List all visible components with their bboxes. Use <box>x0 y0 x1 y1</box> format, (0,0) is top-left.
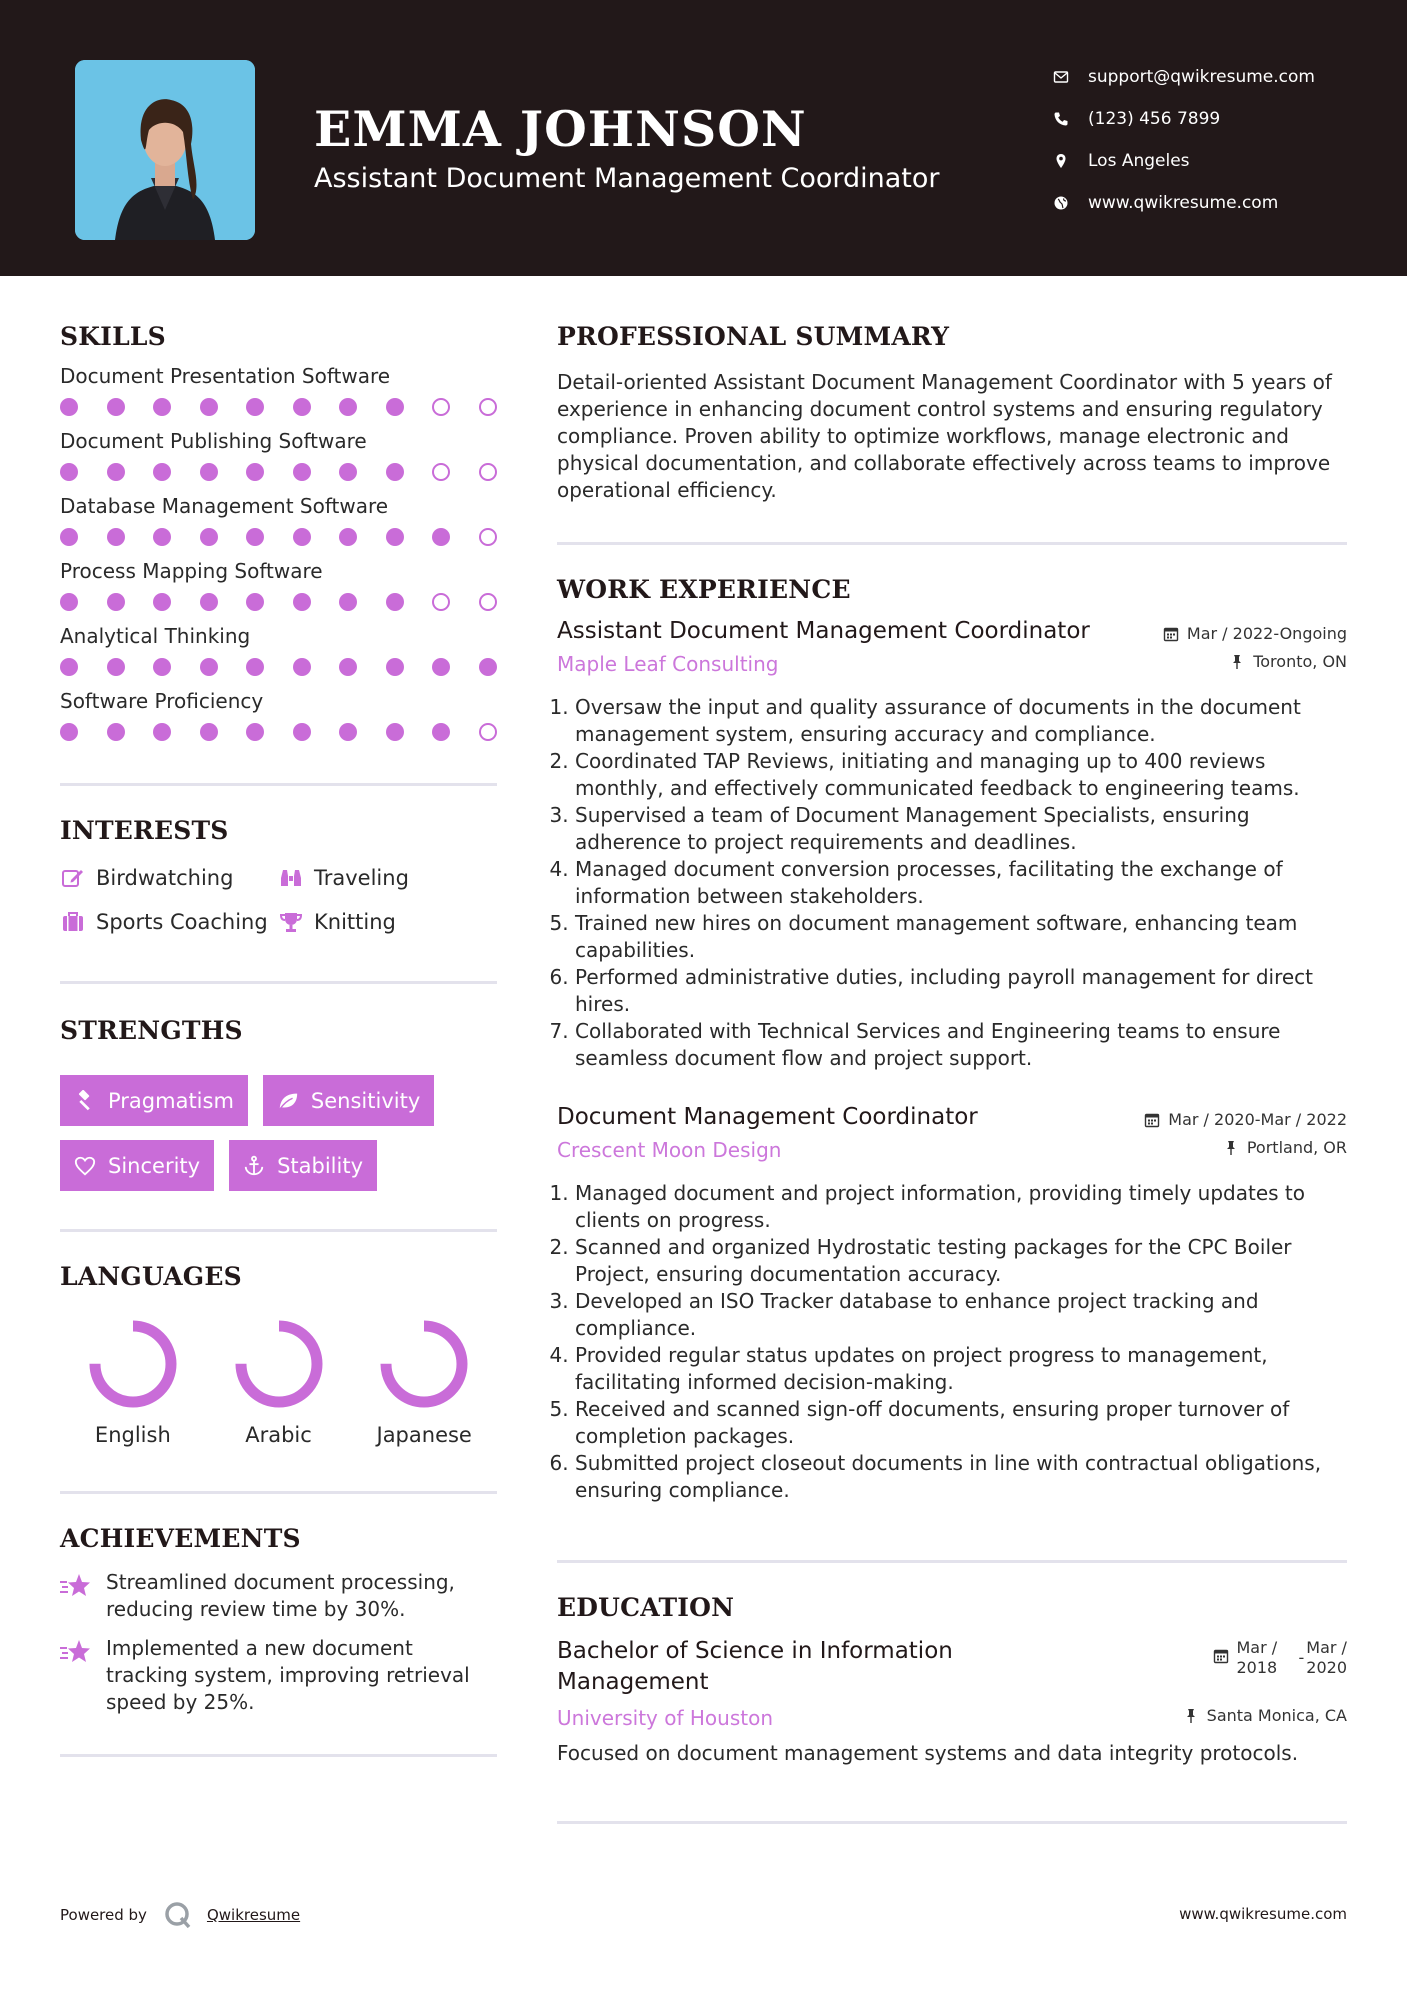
skill-dot-filled <box>153 398 171 416</box>
skill-dot-filled <box>153 658 171 676</box>
job-entry <box>557 618 1347 1072</box>
skill-dot-filled <box>293 658 311 676</box>
job-bullet: 4. Provided regular status updates on project progress to management, facilitating informed decision-making. <box>575 1342 1347 1396</box>
skill-dot-filled <box>386 723 404 741</box>
skill-dot-filled <box>339 528 357 546</box>
skill-dot-filled <box>293 398 311 416</box>
contact-location-text: Los Angeles <box>1088 151 1190 171</box>
profile-photo <box>75 60 255 240</box>
briefcase-icon <box>60 909 86 935</box>
education-start-year: 2018 <box>1236 1658 1278 1677</box>
section-divider <box>557 1821 1347 1824</box>
contact-website[interactable] <box>1050 182 1315 224</box>
skill-item <box>60 364 497 416</box>
skill-dot-filled <box>246 528 264 546</box>
footer-website[interactable]: www.qwikresume.com <box>1179 1905 1347 1923</box>
interest-label: Birdwatching <box>96 866 234 890</box>
skill-item <box>60 624 497 676</box>
contact-website-text: www.qwikresume.com <box>1088 193 1279 213</box>
languages-title: LANGUAGES <box>60 1262 242 1291</box>
skill-dot-filled <box>386 658 404 676</box>
education-title: EDUCATION <box>557 1593 735 1622</box>
skill-rating <box>60 723 497 741</box>
leaf-icon <box>277 1090 299 1112</box>
skill-dot-filled <box>107 463 125 481</box>
job-header <box>557 618 1347 644</box>
skill-dot-filled <box>107 528 125 546</box>
education-location-text: Santa Monica, CA <box>1206 1706 1347 1725</box>
skill-name: Process Mapping Software <box>60 559 323 583</box>
skill-dot-filled <box>479 658 497 676</box>
skill-rating <box>60 658 497 676</box>
skill-dot-filled <box>107 398 125 416</box>
skill-dot-filled <box>339 723 357 741</box>
strength-tag <box>229 1140 377 1191</box>
envelope-icon <box>1050 66 1072 88</box>
skill-dot-filled <box>60 398 78 416</box>
skill-rating <box>60 528 497 546</box>
job-bullet: 6. Performed administrative duties, including payroll management for direct hires. <box>575 964 1347 1018</box>
binoculars-icon <box>278 865 304 891</box>
skill-dot-filled <box>153 723 171 741</box>
interest-label: Traveling <box>314 866 409 890</box>
strength-tag <box>60 1140 214 1191</box>
school-name: University of Houston <box>557 1706 774 1730</box>
job-entry <box>557 1104 1347 1504</box>
education-subheader <box>557 1706 1347 1730</box>
skill-dot-filled <box>200 398 218 416</box>
skill-item <box>60 494 497 546</box>
resume-header <box>0 0 1407 276</box>
skill-rating <box>60 398 497 416</box>
section-divider <box>557 542 1347 545</box>
achievement-text: Streamlined document processing, reducing review time by 30%. <box>106 1570 455 1621</box>
qwikresume-link[interactable]: Qwikresume <box>206 1906 301 1924</box>
skill-dot-empty <box>479 463 497 481</box>
skill-dot-filled <box>293 528 311 546</box>
education-end <box>1306 1638 1347 1678</box>
job-bullet: 2. Coordinated TAP Reviews, initiating and managing up to 400 reviews monthly, and effectively communicated feedback to engineering teams. <box>575 748 1347 802</box>
skill-dot-filled <box>339 463 357 481</box>
skill-item <box>60 429 497 481</box>
language-gauge-arc <box>241 1326 317 1402</box>
job-dates-text: Mar / 2020-Mar / 2022 <box>1168 1110 1347 1129</box>
summary-section <box>557 322 1347 504</box>
section-divider <box>60 783 497 786</box>
star-badge-icon <box>60 1637 92 1667</box>
footer-powered-by <box>60 1900 300 1930</box>
summary-title: PROFESSIONAL SUMMARY <box>557 322 950 351</box>
skills-title: SKILLS <box>60 322 166 351</box>
achievement-text: Implemented a new document tracking system, improving retrieval speed by 25%. <box>106 1636 470 1714</box>
achievements-title: ACHIEVEMENTS <box>60 1524 301 1553</box>
skill-dot-empty <box>479 593 497 611</box>
language-gauge-arc <box>95 1326 171 1402</box>
skill-dot-filled <box>200 723 218 741</box>
job-location-text: Toronto, ON <box>1253 652 1347 671</box>
calendar-icon <box>1144 1112 1160 1128</box>
skill-dot-filled <box>107 658 125 676</box>
job-title: Document Management Coordinator <box>557 1104 978 1130</box>
skill-item <box>60 689 497 741</box>
skill-dot-filled <box>107 723 125 741</box>
interest-item <box>278 865 498 891</box>
globe-icon <box>1050 192 1072 214</box>
job-dates <box>1144 1110 1347 1129</box>
experience-section <box>557 575 1347 1504</box>
calendar-icon <box>1213 1648 1229 1664</box>
skill-dot-filled <box>153 528 171 546</box>
job-bullets <box>557 1180 1347 1504</box>
strengths-title: STRENGTHS <box>60 1016 243 1045</box>
skill-dot-filled <box>432 658 450 676</box>
skill-item <box>60 559 497 611</box>
skill-dot-filled <box>386 593 404 611</box>
language-label: English <box>94 1423 171 1447</box>
skill-rating <box>60 463 497 481</box>
skill-name: Document Publishing Software <box>60 429 367 453</box>
section-divider <box>557 1560 1347 1563</box>
strength-tag <box>263 1075 434 1126</box>
skill-name: Document Presentation Software <box>60 364 391 388</box>
language-label: Japanese <box>376 1423 472 1447</box>
interest-item <box>60 865 278 891</box>
skill-dot-filled <box>107 593 125 611</box>
right-column <box>557 322 1347 1824</box>
pin-icon <box>1183 1708 1199 1724</box>
skill-dot-filled <box>293 463 311 481</box>
skill-name: Software Proficiency <box>60 689 264 713</box>
contact-phone[interactable] <box>1050 98 1315 140</box>
powered-by-text: Powered by <box>60 1906 147 1924</box>
skill-dot-filled <box>246 593 264 611</box>
education-dates <box>1213 1638 1348 1678</box>
language-gauge <box>86 1317 180 1411</box>
date-separator: - <box>1298 1648 1305 1667</box>
job-dates <box>1163 624 1347 643</box>
candidate-role: Assistant Document Management Coordinator <box>314 163 940 194</box>
interests-section <box>60 816 497 935</box>
job-bullet: 1. Oversaw the input and quality assurance of documents in the document management system, ensuring accuracy and compliance. <box>575 694 1347 748</box>
skill-dot-filled <box>293 593 311 611</box>
languages-section <box>60 1262 497 1447</box>
skill-dot-empty <box>479 398 497 416</box>
heart-icon <box>74 1155 96 1177</box>
job-bullet: 5. Received and scanned sign-off documents, ensuring proper turnover of completion packages. <box>575 1396 1347 1450</box>
contact-location <box>1050 140 1315 182</box>
job-subheader <box>557 1138 1347 1162</box>
language-item <box>351 1317 497 1447</box>
skill-dot-empty <box>479 723 497 741</box>
skill-dot-filled <box>246 723 264 741</box>
language-label: Arabic <box>245 1423 312 1447</box>
contact-list <box>1050 56 1315 224</box>
skill-dot-filled <box>293 723 311 741</box>
pin-icon <box>1229 654 1245 670</box>
section-divider <box>60 1754 497 1757</box>
skill-dot-filled <box>60 528 78 546</box>
job-subheader <box>557 652 1347 676</box>
interests-title: INTERESTS <box>60 816 229 845</box>
education-end-year: 2020 <box>1306 1658 1347 1677</box>
language-gauge-arc <box>386 1326 462 1402</box>
skill-dot-filled <box>200 593 218 611</box>
languages-list <box>60 1317 497 1447</box>
skill-dot-filled <box>60 593 78 611</box>
degree-title: Bachelor of Science in Information Management <box>557 1638 953 1695</box>
skill-dot-filled <box>339 398 357 416</box>
company-name: Maple Leaf Consulting <box>557 652 779 676</box>
location-icon <box>1050 150 1072 172</box>
language-item <box>60 1317 206 1447</box>
skill-dot-filled <box>246 658 264 676</box>
skill-dot-filled <box>153 593 171 611</box>
left-column <box>60 322 497 1757</box>
interest-item <box>278 909 498 935</box>
job-bullets <box>557 694 1347 1072</box>
job-location-text: Portland, OR <box>1246 1138 1347 1157</box>
pin-icon <box>1223 1140 1239 1156</box>
education-location <box>1183 1706 1347 1725</box>
job-bullet: 1. Managed document and project information, providing timely updates to clients on progress. <box>575 1180 1347 1234</box>
skill-dot-filled <box>60 463 78 481</box>
strength-label: Sensitivity <box>310 1088 421 1113</box>
language-gauge <box>232 1317 326 1411</box>
skill-name: Database Management Software <box>60 494 389 518</box>
skills-section <box>60 322 497 741</box>
education-header <box>557 1636 1347 1698</box>
job-location <box>1229 652 1347 671</box>
skill-dot-empty <box>432 463 450 481</box>
job-bullet: 3. Supervised a team of Document Management Specialists, ensuring adherence to project requirements and deadlines. <box>575 802 1347 856</box>
job-header <box>557 1104 1347 1130</box>
anchor-icon <box>243 1155 265 1177</box>
language-item <box>206 1317 352 1447</box>
trophy-icon <box>278 909 304 935</box>
calendar-icon <box>1163 626 1179 642</box>
edit-icon <box>60 865 86 891</box>
skill-dot-filled <box>339 593 357 611</box>
job-bullet: 5. Trained new hires on document management software, enhancing team capabilities. <box>575 910 1347 964</box>
skills-list <box>60 364 497 741</box>
skill-dot-filled <box>246 398 264 416</box>
interest-label: Sports Coaching <box>96 910 268 934</box>
skill-dot-filled <box>386 398 404 416</box>
section-divider <box>60 1491 497 1494</box>
job-bullet: 2. Scanned and organized Hydrostatic testing packages for the CPC Boiler Project, ensuring documentation accuracy. <box>575 1234 1347 1288</box>
achievement-item <box>60 1635 497 1716</box>
skill-dot-filled <box>432 528 450 546</box>
education-start <box>1237 1638 1297 1678</box>
achievement-item <box>60 1569 497 1623</box>
education-section <box>557 1593 1347 1767</box>
education-end-month: Mar / <box>1306 1638 1347 1657</box>
skill-dot-filled <box>386 528 404 546</box>
company-name: Crescent Moon Design <box>557 1138 782 1162</box>
star-badge-icon <box>60 1571 92 1601</box>
job-location <box>1223 1138 1347 1157</box>
qwikresume-logo-icon <box>163 1900 193 1930</box>
skill-dot-empty <box>432 593 450 611</box>
job-title: Assistant Document Management Coordinator <box>557 618 1090 644</box>
gavel-icon <box>74 1090 96 1112</box>
job-bullet: 6. Submitted project closeout documents in line with contractual obligations, ensuring compliance. <box>575 1450 1347 1504</box>
contact-email-text: support@qwikresume.com <box>1088 67 1315 87</box>
job-bullet: 4. Managed document conversion processes, facilitating the exchange of information between stakeholders. <box>575 856 1347 910</box>
section-divider <box>60 1229 497 1232</box>
skill-dot-filled <box>200 463 218 481</box>
education-start-month: Mar / <box>1236 1638 1278 1657</box>
education-description: Focused on document management systems and data integrity protocols. <box>557 1741 1299 1765</box>
strength-label: Stability <box>277 1153 364 1178</box>
strength-label: Pragmatism <box>108 1088 234 1113</box>
skill-dot-filled <box>200 528 218 546</box>
job-bullet: 3. Developed an ISO Tracker database to enhance project tracking and compliance. <box>575 1288 1347 1342</box>
skill-dot-filled <box>432 723 450 741</box>
skill-dot-filled <box>153 463 171 481</box>
experience-title: WORK EXPERIENCE <box>557 575 851 604</box>
contact-email[interactable] <box>1050 56 1315 98</box>
contact-phone-text: (123) 456 7899 <box>1088 109 1221 129</box>
candidate-name: EMMA JOHNSON <box>314 100 807 158</box>
skill-dot-filled <box>200 658 218 676</box>
skill-dot-filled <box>60 658 78 676</box>
skill-rating <box>60 593 497 611</box>
job-bullet: 7. Collaborated with Technical Services and Engineering teams to ensure seamless document flow and project support. <box>575 1018 1347 1072</box>
strengths-list <box>60 1075 497 1191</box>
achievements-section <box>60 1524 497 1716</box>
skill-dot-filled <box>339 658 357 676</box>
section-divider <box>60 981 497 984</box>
language-gauge <box>377 1317 471 1411</box>
skill-dot-empty <box>479 528 497 546</box>
interest-label: Knitting <box>314 910 396 934</box>
strength-tag <box>60 1075 248 1126</box>
skill-name: Analytical Thinking <box>60 624 251 648</box>
job-dates-text: Mar / 2022-Ongoing <box>1186 624 1347 643</box>
phone-icon <box>1050 108 1072 130</box>
interest-item <box>60 909 278 935</box>
skill-dot-filled <box>386 463 404 481</box>
summary-text: Detail-oriented Assistant Document Management Coordinator with 5 years of experience in enhancing document control systems and ensuring regulatory compliance. Proven ability to optimize workflows, manage electronic and physical documentation, and collaborate effectively across teams to improve operational efficiency. <box>557 370 1332 502</box>
skill-dot-empty <box>432 398 450 416</box>
strength-label: Sincerity <box>108 1153 201 1178</box>
skill-dot-filled <box>246 463 264 481</box>
strengths-section <box>60 1016 497 1191</box>
interests-list <box>60 865 497 935</box>
skill-dot-filled <box>60 723 78 741</box>
